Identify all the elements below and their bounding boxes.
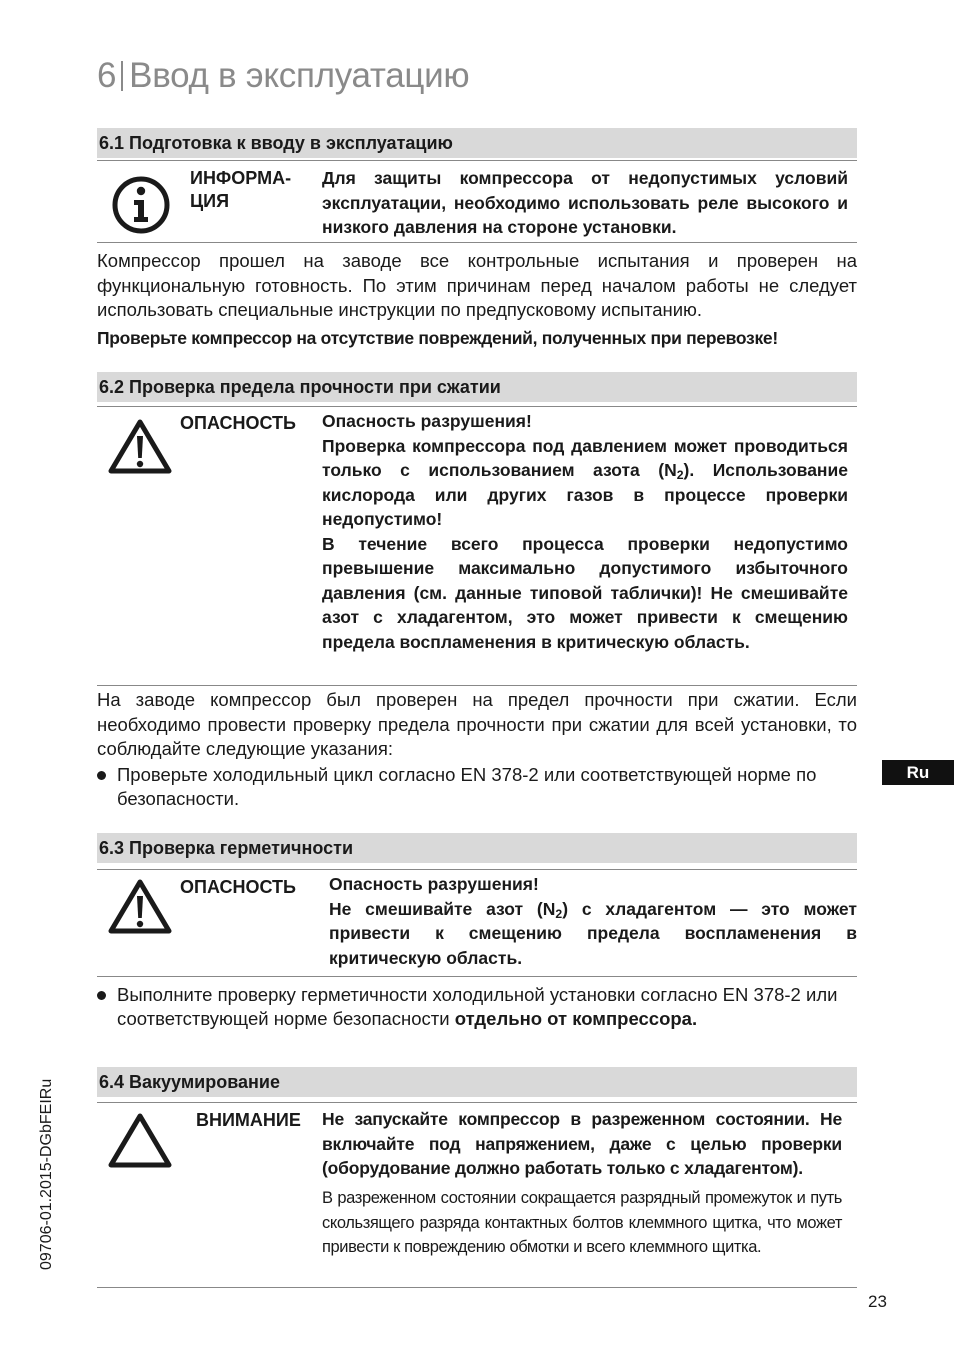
danger-heading: Опасность разрушения! bbox=[322, 411, 532, 431]
divider bbox=[97, 1287, 857, 1288]
section-heading-6-1: 6.1 Подготовка к вводу в эксплуатацию bbox=[97, 128, 857, 158]
divider bbox=[97, 242, 857, 243]
list-item: Проверьте холодильный цикл согласно EN 378-2 или соответствующей норме по безопасности. bbox=[97, 763, 857, 810]
section-heading-6-3: 6.3 Проверка герметичности bbox=[97, 833, 857, 863]
divider bbox=[97, 685, 857, 686]
document-id: 09706-01.2015-DGbFEIRu bbox=[38, 1078, 55, 1270]
warning-icon bbox=[106, 876, 174, 936]
caution-label: ВНИМАНИЕ bbox=[196, 1110, 301, 1130]
danger-label: ОПАСНОСТЬ bbox=[180, 877, 296, 897]
list-item: Выполните проверку герметичности холодильной установки согласно EN 378-2 или соответствующей норме безопасности отдельно от компрессора. bbox=[97, 983, 857, 1030]
danger-heading: Опасность разрушения! bbox=[329, 874, 539, 894]
divider bbox=[97, 869, 857, 870]
section-heading-6-4: 6.4 Вакуумирование bbox=[97, 1067, 857, 1097]
info-label: ИНФОРМА- ЦИЯ bbox=[190, 168, 292, 211]
warning-icon bbox=[106, 416, 174, 476]
danger-para-2: В течение всего процесса проверки недопустимо превышение максимально допустимого избыточного давления (см. данные типовой таблички)! Не смешивайте азот с хладагентом, это может привести к смещению предела воспламенения в критическую область. bbox=[322, 533, 848, 652]
divider bbox=[97, 976, 857, 977]
danger-para: Не смешивайте азот $(N_2)$ с хладагентом — это может привести к смещению предела воспламенения в критическую область. bbox=[329, 898, 857, 968]
caution-explanation: В разреженном состоянии сокращается разрядный промежуток и путь скользящего разряда контактных болтов клеммного щитка, что может привести к повреждению обмотки и всего клеммного щитка. bbox=[322, 1189, 842, 1256]
danger-para-1: Проверка компрессора под давлением может проводиться только с использованием азота $(N_2)$. Использование кислорода или других газов в процессе проверки недопустимо! bbox=[322, 435, 848, 529]
divider bbox=[97, 1102, 857, 1103]
language-tab: Ru bbox=[882, 760, 954, 785]
chapter-title bbox=[97, 56, 469, 96]
bullet-dot bbox=[97, 991, 106, 1000]
section-heading-6-2: 6.2 Проверка предела прочности при сжатии bbox=[97, 372, 857, 402]
paragraph: На заводе компрессор был проверен на предел прочности при сжатии. Если необходимо провести проверку предела прочности при сжатии для всей установки, то соблюдайте следующие указания: bbox=[97, 689, 857, 759]
paragraph: Компрессор прошел на заводе все контрольные испытания и проверен на функциональную готовность. По этим причинам перед началом работы не следует использовать специальные инструкции по предпусковому испытанию. bbox=[97, 250, 857, 320]
bullet-dot bbox=[97, 771, 106, 780]
info-icon bbox=[111, 175, 171, 235]
chapter-name: Ввод в эксплуатацию bbox=[129, 56, 470, 95]
chapter-separator bbox=[121, 61, 123, 91]
divider bbox=[97, 406, 857, 407]
divider bbox=[97, 160, 857, 161]
page-number: 23 bbox=[868, 1292, 887, 1311]
chapter-number: 6 bbox=[97, 56, 117, 95]
danger-notice-text bbox=[322, 409, 848, 654]
info-notice-text: Для защиты компрессора от недопустимых условий эксплуатации, необходимо использовать реле высокого и низкого давления на стороне установки. bbox=[322, 168, 848, 237]
danger-notice-text bbox=[329, 872, 857, 970]
danger-label: ОПАСНОСТЬ bbox=[180, 413, 296, 433]
caution-icon bbox=[106, 1110, 174, 1170]
bold-paragraph: Проверьте компрессор на отсутствие повреждений, полученных при перевозке! bbox=[97, 328, 778, 348]
caution-notice-text: Не запускайте компрессор в разреженном состоянии. Не включайте под напряжением, даже с целью проверки (оборудование должно работать только с хладагентом). bbox=[322, 1109, 842, 1178]
